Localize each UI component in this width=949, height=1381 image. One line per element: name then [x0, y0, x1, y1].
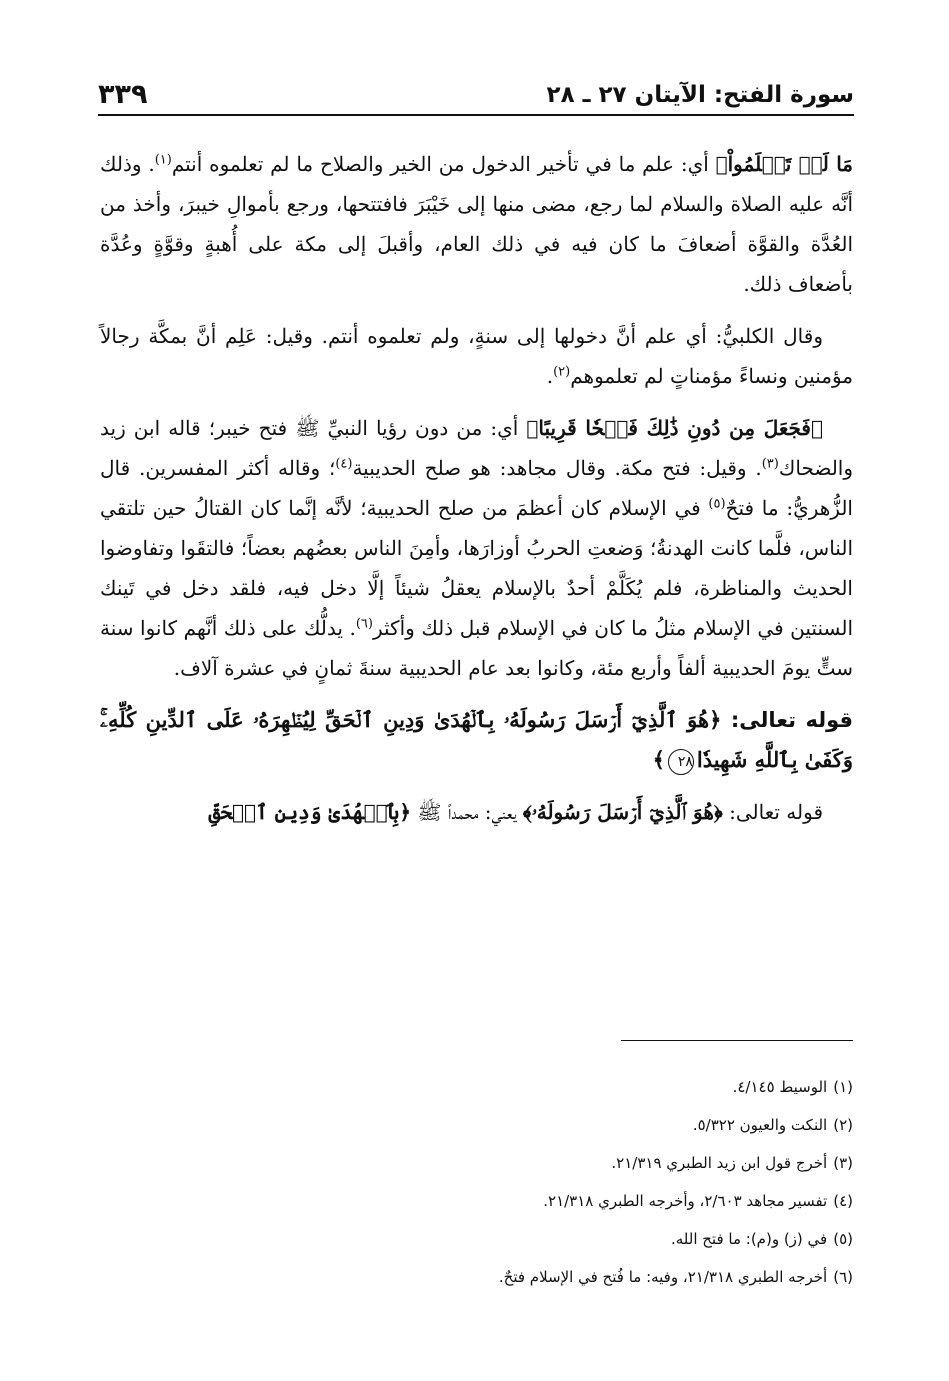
- footnotes: [100, 1068, 853, 1296]
- footnote-number: (١): [833, 1078, 853, 1096]
- page-number: ٣٣٩: [98, 79, 148, 110]
- footnote-ref: (٦): [355, 616, 373, 632]
- footnote-separator: [621, 1040, 853, 1041]
- verse-number-marker: ٢٨: [668, 749, 694, 775]
- paragraph-text: يعني: محمداً ﷺ: [411, 800, 523, 824]
- paragraph-text: . وذلك أنَّه عليه الصلاة والسلام لما رجع، مضى منها إلى خَيْبَرَ فافتتحها، ورجع بأموالِ خيبرَ، وأخذ من العُدَّة والقوَّة أضعافَ ما كان فيه في ذلك العام، وأقبلَ إلى مكة على أُهبةٍ وقوَّةٍ وعُدَّة بأضعاف ذلك.: [100, 152, 853, 296]
- header-rule: [98, 114, 854, 116]
- footnote-number: (٦): [833, 1268, 853, 1286]
- footnote-item: [100, 1144, 853, 1182]
- paragraph-text: . يدلُّك على ذلك أنَّهم كانوا سنة ستٍّ يومَ الحديبية ألفاً وأربع مئة، وكانوا بعد عام الحديبية سنةَ ثمانٍ في عشرة آلاف.: [100, 616, 853, 680]
- text-paragraph: [100, 144, 853, 304]
- paragraph-text: أي: علم ما في تأخير الدخول من الخير والصلاح ما لم تعلموه أنتم: [171, 152, 716, 176]
- footnote-text: أخرجه الطبري ٢١/٣١٨، وفيه: ما فُتح في الإسلام فتحٌ.: [498, 1268, 828, 1286]
- quran-quote: ﴿بِٱلۡهُدَىٰ وَدِينِ ٱلۡحَقِّ: [208, 800, 412, 824]
- footnote-number: (٢): [833, 1116, 853, 1134]
- footnote-item: [100, 1106, 853, 1144]
- footnote-text: أخرج قول ابن زيد الطبري ٢١/٣١٩.: [611, 1154, 828, 1172]
- paragraph-text: في الإسلام كان أعظمَ من صلح الحديبية؛ لأنَّه إنَّما كان القتالُ حين تلتقي الناس، فلَّما كانت الهدنةُ؛ وَضعتِ الحربُ أوزارَها، وأمِنَ الناس بعضُهم بعضاً؛ فالتقَوا وتفاوضوا الحديث والمناظرة، فلم يُكَلَّمْ أحدٌ بالإسلام يعقلُ شيئاً إلَّا دخل فيه، فلقد دخل في تَينك السنتين في الإسلام مثلُ ما كان في الإسلام قبل ذلك وأكثر: [100, 496, 853, 640]
- paragraph-text: .: [546, 364, 554, 388]
- paragraph-text: . وقيل: فتح مكة. وقال مجاهد: هو صلح الحديبية: [352, 456, 762, 480]
- footnote-text: تفسير مجاهد ٢/٦٠٣، وأخرجه الطبري ٢١/٣١٨.: [543, 1192, 828, 1210]
- running-title: سورة الفتح: الآيتان ٢٧ ـ ٢٨: [546, 82, 854, 108]
- paragraph-text: أي: من دون رؤيا النبيِّ ﷺ فتح خيبر؛ قاله ابن زيد والضحاك: [100, 416, 853, 480]
- footnote-ref: (٣): [761, 456, 779, 472]
- quran-quote: ﴾: [652, 747, 665, 772]
- verse-heading-label: قوله تعالى:: [721, 708, 853, 732]
- text-paragraph: [100, 408, 853, 688]
- paragraph-text: وقال الكلبيُّ: أي علم أنَّ دخولها إلى سنةٍ، ولم تعلموه أنتم. وقيل: عَلِم أنَّ بمكَّة رجالاً مؤمنين ونساءً مؤمناتٍ لم تعلموهم: [100, 324, 853, 388]
- running-header: [98, 66, 854, 110]
- quran-quote: مَا لَمۡ تَعۡلَمُواْ﴾: [715, 152, 854, 176]
- footnote-number: (٣): [833, 1154, 853, 1172]
- footnote-text: في (ز) و(م): ما فتح الله.: [670, 1230, 828, 1248]
- paragraph-text: ؛ وقاله أكثر المفسرين. قال الزُّهريُّ: ما فتحٌ: [100, 456, 853, 520]
- footnote-ref: (٥): [708, 496, 726, 512]
- quran-quote: ﴿هُوَ ٱلَّذِيٓ أَرۡسَلَ رَسُولَهُۥ بِٱلۡهُدَىٰ وَدِينِ ٱلۡحَقِّ لِيُظۡهِرَهُۥ عَلَى ٱلدِّينِ كُلِّهِۦۚ وَكَفَىٰ بِٱللَّهِ شَهِيدٗا: [100, 707, 853, 772]
- footnote-ref: (١): [154, 152, 172, 168]
- footnote-ref: (٤): [335, 456, 353, 472]
- footnote-text: الوسيط ٤/١٤٥.: [732, 1078, 828, 1096]
- footnote-number: (٤): [833, 1192, 853, 1210]
- text-paragraph: [100, 792, 853, 832]
- main-text: [100, 144, 853, 844]
- footnote-item: [100, 1182, 853, 1220]
- text-paragraph: [100, 316, 853, 396]
- footnote-ref: (٢): [553, 364, 571, 380]
- paragraph-text: قوله تعالى:: [722, 800, 823, 824]
- quran-quote: ﴿فَجَعَلَ مِن دُونِ ذَٰلِكَ فَتۡحٗا قَرِيبًا﴾: [526, 416, 823, 440]
- footnote-item: [100, 1258, 853, 1296]
- footnote-number: (٥): [833, 1230, 853, 1248]
- quran-quote: ﴿هُوَ ٱلَّذِيٓ أَرۡسَلَ رَسُولَهُۥ﴾: [522, 800, 723, 824]
- verse-heading-paragraph: [100, 700, 853, 780]
- footnote-item: [100, 1068, 853, 1106]
- footnote-text: النكت والعيون ٥/٣٢٢.: [692, 1116, 828, 1134]
- footnote-item: [100, 1220, 853, 1258]
